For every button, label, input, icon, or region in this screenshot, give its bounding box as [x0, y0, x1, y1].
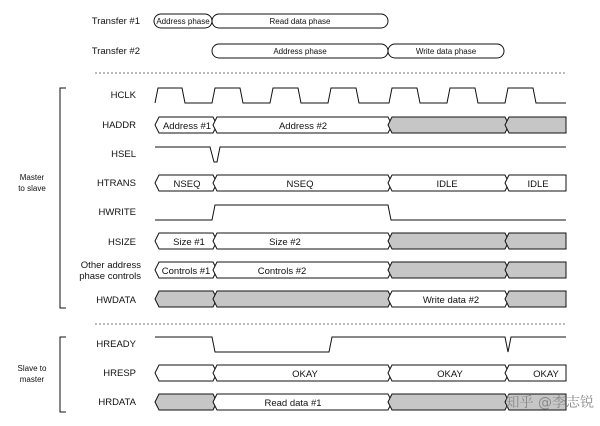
other-controls-label-2: phase controls	[79, 271, 141, 282]
watermark: 知乎 @李志锐	[505, 395, 594, 411]
hready-label: HREADY	[96, 339, 136, 350]
hwdata-label: HWDATA	[96, 295, 136, 306]
transfer-1-label: Transfer #1	[91, 16, 140, 27]
hrdata-seg-3	[388, 394, 509, 410]
hresp-value-3: OKAY	[533, 369, 559, 380]
slave-to-master-label-2: master	[19, 375, 45, 384]
hsize-label: HSIZE	[108, 237, 136, 248]
other-value-2: Controls #2	[257, 266, 307, 277]
other-controls-label-1: Other address	[80, 260, 141, 271]
hsel-label: HSEL	[111, 149, 136, 160]
transfer-1-data-phase: Read data phase	[269, 17, 331, 26]
slave-to-master-label-1: Slave to	[17, 364, 47, 373]
master-to-slave-bracket	[60, 88, 66, 308]
hclk-waveform	[155, 88, 566, 103]
hwdata-seg-1	[155, 291, 217, 307]
htrans-label: HTRANS	[96, 178, 136, 189]
haddr-value-2: Address #2	[278, 121, 328, 132]
other-value-1: Controls #1	[161, 266, 211, 277]
hclk-label: HCLK	[110, 90, 136, 101]
slave-to-master-bracket	[60, 337, 66, 412]
transfer-2-data-phase: Write data phase	[415, 47, 477, 56]
master-to-slave-label-1: Master	[19, 173, 45, 182]
hwrite-label: HWRITE	[98, 207, 136, 218]
hresp-seg-1	[155, 365, 217, 381]
transfer-2-address-phase: Address phase	[273, 47, 327, 56]
other-seg-4	[505, 262, 566, 278]
htrans-value-2: NSEQ	[286, 179, 314, 190]
haddr-seg-4	[505, 117, 566, 133]
haddr-seg-3	[388, 117, 509, 133]
hwrite-waveform	[155, 205, 566, 220]
haddr-value-1: Address #1	[162, 121, 212, 132]
hresp-label: HRESP	[103, 368, 136, 379]
htrans-value-3: IDLE	[436, 179, 458, 190]
hsize-seg-3	[388, 233, 509, 249]
hsize-value-2: Size #2	[269, 237, 301, 248]
hrdata-value-1: Read data #1	[264, 398, 322, 409]
hresp-value-1: OKAY	[292, 369, 318, 380]
transfer-1-address-phase: Address phase	[156, 17, 210, 26]
htrans-value-1: NSEQ	[173, 179, 201, 190]
hwdata-value-1: Write data #2	[422, 295, 480, 306]
other-seg-3	[388, 262, 509, 278]
hwdata-seg-2	[213, 291, 392, 307]
master-to-slave-label-2: to slave	[18, 184, 46, 193]
hsize-seg-4	[505, 233, 566, 249]
hsel-waveform	[155, 147, 566, 162]
hrdata-seg-1	[155, 394, 217, 410]
hready-waveform	[155, 337, 566, 352]
haddr-label: HADDR	[102, 120, 136, 131]
transfer-2-label: Transfer #2	[91, 46, 140, 57]
hsize-value-1: Size #1	[173, 237, 205, 248]
hrdata-label: HRDATA	[98, 397, 136, 408]
hresp-value-2: OKAY	[437, 369, 463, 380]
htrans-value-4: IDLE	[527, 179, 549, 190]
hwdata-seg-4	[505, 291, 566, 307]
hsize-seg-2	[213, 233, 392, 249]
